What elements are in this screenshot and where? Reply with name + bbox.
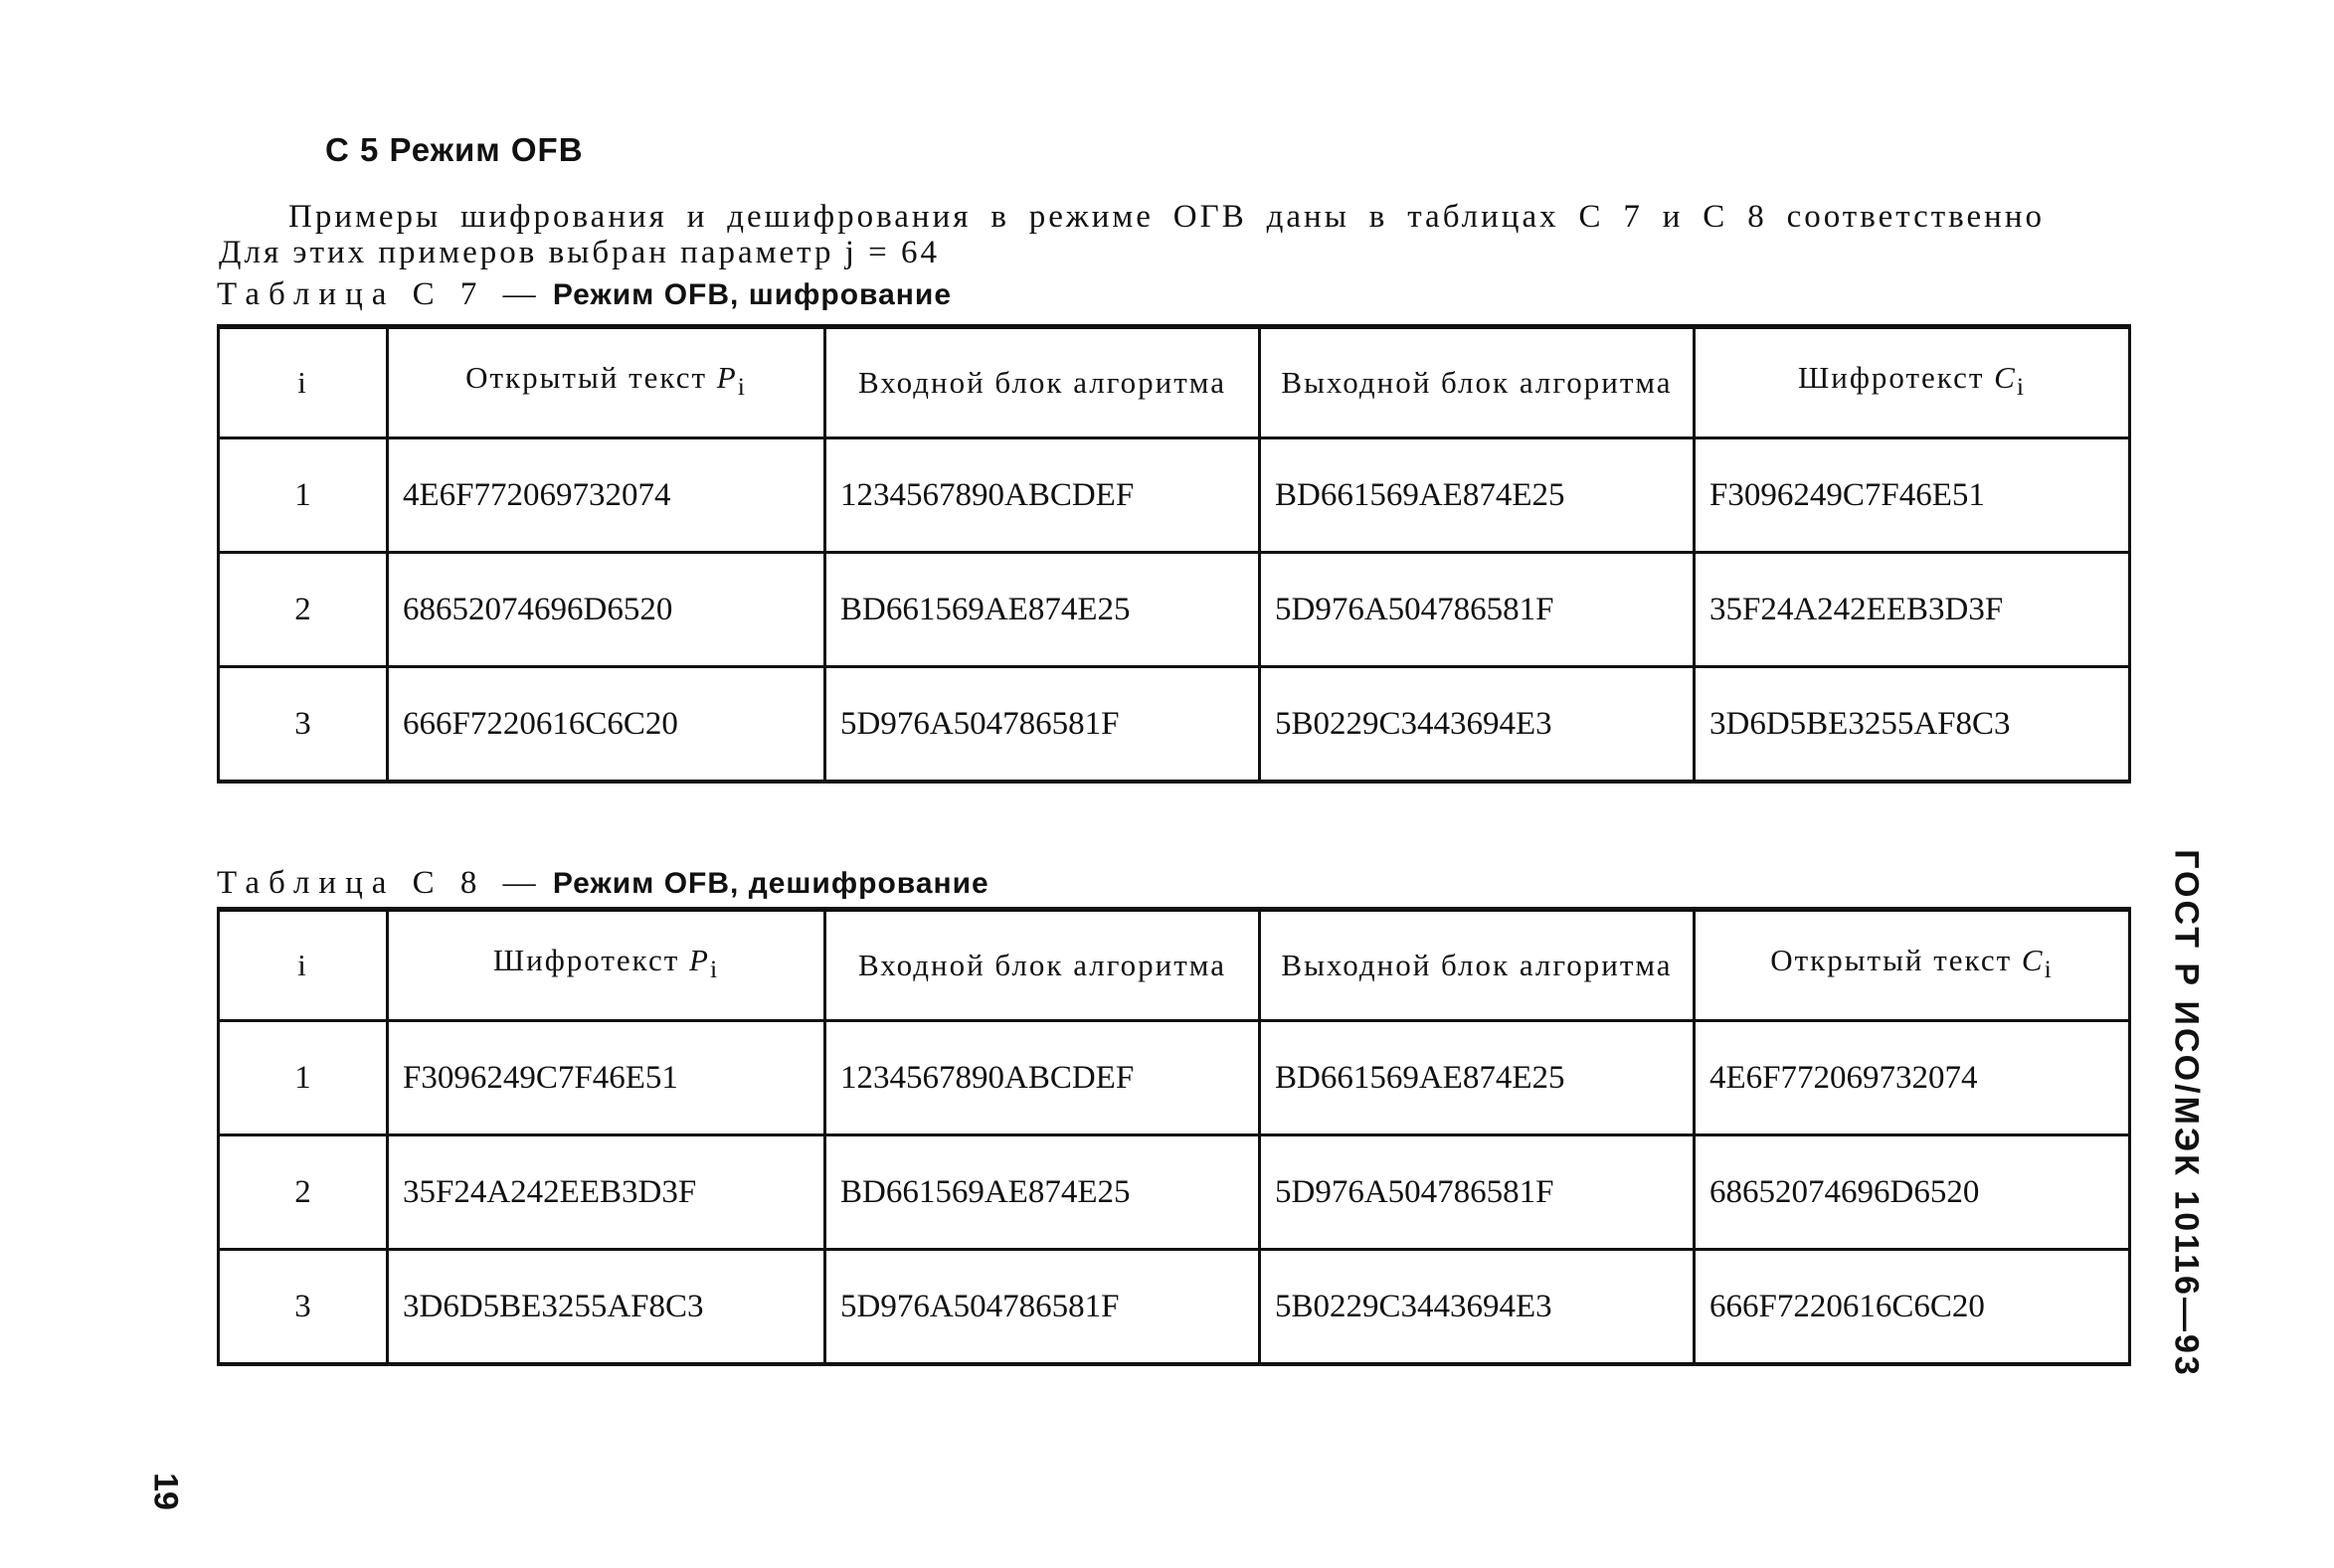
- header-plaintext-label: Открытый текст: [465, 360, 708, 396]
- cell-index: 3: [219, 1250, 388, 1365]
- header-ciphertext-symbol: P: [689, 943, 710, 978]
- cell-ciphertext: F3096249C7F46E51: [1695, 438, 2130, 553]
- header-i: i: [219, 327, 388, 438]
- cell-input-block: BD661569AE874E25: [825, 1135, 1260, 1250]
- header-ciphertext-label: Шифротекст: [1797, 360, 1985, 396]
- header-plaintext-symbol: C: [2021, 943, 2045, 978]
- cell-index: 2: [219, 553, 388, 667]
- header-ciphertext: [1695, 327, 2130, 438]
- header-ciphertext-subscript: i: [709, 955, 720, 984]
- cell-input-block: 1234567890ABCDEF: [825, 438, 1260, 553]
- section-title: С 5 Режим OFB: [325, 131, 584, 168]
- cell-ciphertext: 3D6D5BE3255AF8C3: [388, 1250, 825, 1365]
- table-row: [219, 553, 2130, 667]
- page-number: 19: [146, 1473, 185, 1510]
- table-row: [219, 1021, 2130, 1135]
- intro-paragraph-line-1: Примеры шифрования и дешифрования в режиме ОГВ даны в таблицах С 7 и С 8 соответственно: [288, 199, 2045, 235]
- cell-plaintext: 4E6F772069732074: [388, 438, 825, 553]
- cell-input-block: 1234567890ABCDEF: [825, 1021, 1260, 1135]
- cell-ciphertext: F3096249C7F46E51: [388, 1021, 825, 1135]
- header-i: i: [219, 910, 388, 1021]
- header-plaintext: [1695, 910, 2130, 1021]
- header-output-block: Выходной блок алгоритма: [1260, 327, 1695, 438]
- cell-output-block: 5D976A504786581F: [1260, 1135, 1695, 1250]
- table-row: [219, 1135, 2130, 1250]
- table-c7-caption-label: Таблица С 7 —: [217, 276, 545, 312]
- header-plaintext: [388, 327, 825, 438]
- cell-output-block: 5B0229C3443694E3: [1260, 667, 1695, 783]
- cell-index: 1: [219, 438, 388, 553]
- cell-output-block: BD661569AE874E25: [1260, 438, 1695, 553]
- header-ciphertext-label: Шифротекст: [492, 943, 680, 978]
- cell-plaintext: 666F7220616C6C20: [388, 667, 825, 783]
- standard-designation: ГОСТ Р ИСО/МЭК 10116—93: [2167, 849, 2206, 1378]
- intro-paragraph-line-2: Для этих примеров выбран параметр j = 64: [219, 235, 941, 270]
- header-plaintext-label: Открытый текст: [1770, 943, 2013, 978]
- table-header-row: [219, 327, 2130, 438]
- cell-index: 2: [219, 1135, 388, 1250]
- table-header-row: [219, 910, 2130, 1021]
- table-row: [219, 667, 2130, 783]
- header-ciphertext-subscript: i: [2016, 372, 2027, 402]
- table-c7: [217, 324, 2131, 784]
- cell-output-block: 5B0229C3443694E3: [1260, 1250, 1695, 1365]
- table-c7-caption-title: Режим OFB, шифрование: [552, 278, 953, 311]
- cell-input-block: BD661569AE874E25: [825, 553, 1260, 667]
- cell-output-block: BD661569AE874E25: [1260, 1021, 1695, 1135]
- table-c8-caption-title: Режим OFB, дешифрование: [552, 867, 989, 900]
- cell-ciphertext: 3D6D5BE3255AF8C3: [1695, 667, 2130, 783]
- cell-ciphertext: 35F24A242EEB3D3F: [388, 1135, 825, 1250]
- cell-output-block: 5D976A504786581F: [1260, 553, 1695, 667]
- cell-ciphertext: 35F24A242EEB3D3F: [1695, 553, 2130, 667]
- table-row: [219, 438, 2130, 553]
- header-plaintext-subscript: i: [2044, 955, 2054, 984]
- cell-input-block: 5D976A504786581F: [825, 667, 1260, 783]
- table-c8-caption-label: Таблица С 8 —: [217, 865, 545, 901]
- header-ciphertext: [388, 910, 825, 1021]
- header-ciphertext-symbol: C: [1994, 360, 2017, 396]
- header-output-block: Выходной блок алгоритма: [1260, 910, 1695, 1021]
- table-row: [219, 1250, 2130, 1365]
- cell-plaintext: 68652074696D6520: [388, 553, 825, 667]
- cell-plaintext: 4E6F772069732074: [1695, 1021, 2130, 1135]
- header-input-block: Входной блок алгоритма: [825, 910, 1260, 1021]
- table-c8: [217, 907, 2131, 1366]
- table-c7-caption: [217, 276, 952, 313]
- cell-plaintext: 68652074696D6520: [1695, 1135, 2130, 1250]
- cell-plaintext: 666F7220616C6C20: [1695, 1250, 2130, 1365]
- table-c8-caption: [217, 865, 989, 902]
- header-plaintext-symbol: P: [716, 360, 738, 396]
- header-plaintext-subscript: i: [737, 372, 747, 402]
- cell-input-block: 5D976A504786581F: [825, 1250, 1260, 1365]
- cell-index: 3: [219, 667, 388, 783]
- header-input-block: Входной блок алгоритма: [825, 327, 1260, 438]
- cell-index: 1: [219, 1021, 388, 1135]
